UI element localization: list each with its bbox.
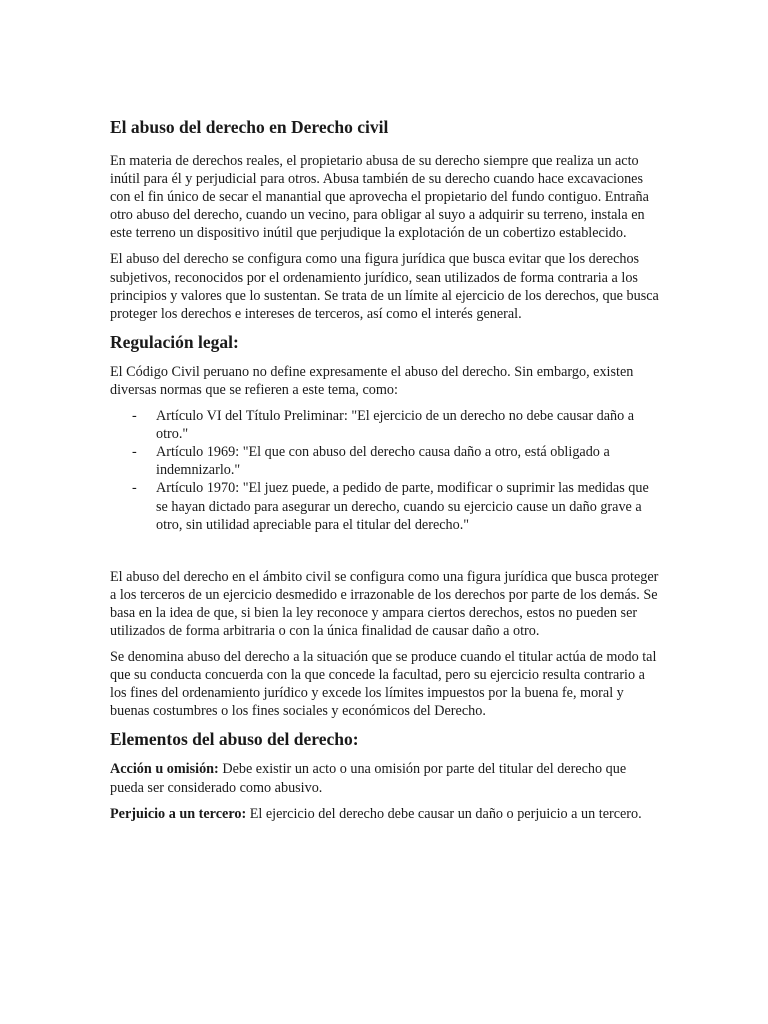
articles-list <box>110 407 662 534</box>
list-bullet: - <box>132 408 137 425</box>
element-term: Perjuicio a un tercero: <box>110 805 247 822</box>
list-item <box>110 443 662 479</box>
article-text: Artículo 1970: "El juez puede, a pedido de parte, modificar o suprimir las medidas que se hayan dictado para asegurar un derecho, cuando su ejercicio cause un daño grave a otro, sin utilidad apreciable para el titular del derecho." <box>156 480 649 533</box>
paragraph-derechos-reales: En materia de derechos reales, el propietario abusa de su derecho siempre que realiza un acto inútil para él y perjudicial para otros. Abusa también de su derecho cuando hace excavaciones con el fin único de secar el manantial que aprovecha el propietario del fundo contiguo. Entraña otro abuso del derecho, cuando un vecino, para obligar al suyo a adquirir su terreno, instala en este terreno un dispositivo inútil que perjudique la explotación de un cobertizo establecido. <box>110 153 649 242</box>
list-bullet: - <box>132 480 137 497</box>
element-text: Debe existir un acto o una omisión por parte del titular del derecho que pueda ser considerado como abusivo. <box>110 761 627 796</box>
element-text: El ejercicio del derecho debe causar un daño o perjuicio a un tercero. <box>246 805 642 822</box>
list-item <box>110 407 662 443</box>
article-text: Artículo VI del Título Preliminar: "El ejercicio de un derecho no debe causar daño a otro." <box>156 408 635 443</box>
element-accion-omision <box>110 760 662 796</box>
spacer <box>110 534 662 568</box>
list-bullet: - <box>132 444 137 461</box>
article-text: Artículo 1969: "El que con abuso del derecho causa daño a otro, está obligado a indemnizarlo." <box>156 444 610 479</box>
paragraph-figura-juridica: El abuso del derecho se configura como una figura jurídica que busca evitar que los derechos subjetivos, reconocidos por el ordenamiento jurídico, sean utilizados de forma contraria a los principios y valores que lo sustentan. Se trata de un límite al ejercicio de los derechos, que busca proteger los derechos e intereses de terceros, así como el interés general. <box>110 251 659 322</box>
paragraph-se-denomina: Se denomina abuso del derecho a la situación que se produce cuando el titular actúa de modo tal que su conducta concuerda con la que concede la facultad, pero su ejercicio resulta contrario a los fines del ordenamiento jurídico y excede los límites impuestos por la buena fe, moral y buenas costumbres o los fines sociales y económicos del Derecho. <box>110 649 657 720</box>
element-perjuicio-tercero <box>110 805 662 823</box>
element-term: Acción u omisión: <box>110 761 219 778</box>
paragraph-ambito-civil: El abuso del derecho en el ámbito civil se configura como una figura jurídica que busca proteger a los terceros de un ejercicio desmedido e irrazonable de los derechos por parte de los demás. Se basa en la idea de que, si bien la ley reconoce y ampara ciertos derechos, estos no pueden ser utilizados de forma arbitraria o con la única finalidad de causar daño a otro. <box>110 568 659 639</box>
heading-elementos: Elementos del abuso del derecho: <box>110 729 359 750</box>
paragraph-codigo-civil: El Código Civil peruano no define expresamente el abuso del derecho. Sin embargo, existen diversas normas que se refieren a este tema, como: <box>110 363 634 398</box>
document-body <box>110 116 662 831</box>
heading-regulacion-legal: Regulación legal: <box>110 331 239 352</box>
list-item <box>110 479 662 533</box>
heading-abuso-derecho-civil: El abuso del derecho en Derecho civil <box>110 117 389 137</box>
